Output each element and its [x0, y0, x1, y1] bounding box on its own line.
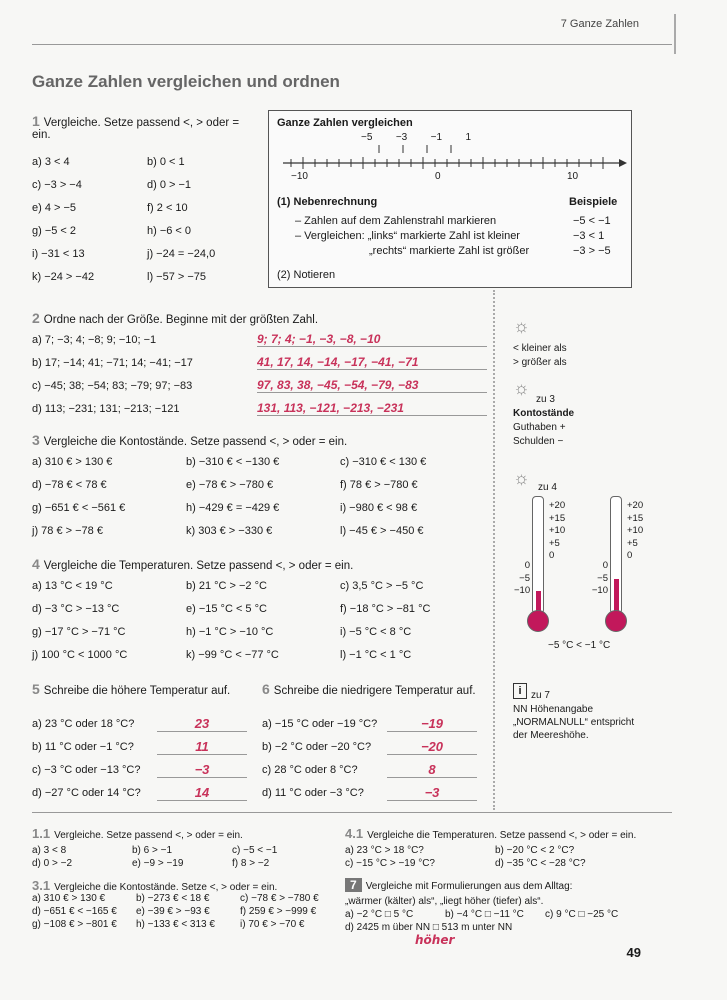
thermo-tick-label: −5 [597, 572, 608, 584]
page-title: Ganze Zahlen vergleichen und ordnen [32, 72, 340, 91]
thermo-tick-label: 0 [524, 560, 530, 571]
thermo-tick-label: 0 [549, 550, 555, 561]
task6-item [262, 785, 487, 805]
bullet3: „rechts“ markierte Zahl ist größer [369, 245, 530, 257]
thermo-right-neg-scale [590, 560, 608, 598]
thermo-tick-label: 0 [602, 560, 608, 571]
axis-label-zero: 0 [435, 171, 441, 182]
task5-item [32, 762, 257, 782]
b31-item: f) 259 € > −999 € [240, 906, 317, 917]
step2: (2) Notieren [277, 269, 336, 281]
b41-item: a) 23 °C > 18 °C? [345, 845, 424, 856]
task3-heading: 3 Vergleiche die Kontostände. Setze passend <, > oder = ein. [32, 432, 348, 448]
task6-item-label: d) 11 °C oder −3 °C? [262, 787, 364, 799]
task3-item: c) −310 € < 130 € [340, 456, 427, 468]
task5-item-label: b) 11 °C oder −1 °C? [32, 741, 134, 753]
b7-d: d) 2425 m über NN □ 513 m unter NN [345, 922, 513, 933]
thermo-caption: −5 °C < −1 °C [548, 640, 611, 651]
b11-item: d) 0 > −2 [32, 858, 73, 869]
thermo-tick-label: +15 [627, 512, 644, 524]
header-rule [32, 44, 672, 45]
task6-heading: 6 Schreibe die niedrigere Temperatur auf. [262, 681, 476, 697]
b11-item: c) −5 < −1 [232, 845, 278, 856]
b41-item: d) −35 °C < −28 °C? [495, 858, 586, 869]
column-separator [493, 290, 495, 810]
bottom-rule [32, 812, 672, 813]
task3-item: g) −651 € < −561 € [32, 502, 126, 514]
task4-item: f) −18 °C > −81 °C [340, 603, 431, 615]
zu4-label: zu 4 [538, 482, 557, 493]
b7-item: b) −4 °C □ −11 °C [445, 909, 524, 920]
task5-item-label: c) −3 °C oder −13 °C? [32, 764, 141, 776]
thermo-right-pos-scale [627, 500, 643, 563]
b11-heading: 1.1 Vergleiche. Setze passend <, > oder = ein. [32, 826, 243, 841]
konto-label: Kontostände [513, 408, 575, 419]
task1-item: b) 0 < 1 [147, 156, 185, 168]
guthaben-label: Guthaben + [513, 422, 566, 433]
task5-item [32, 739, 257, 759]
task6-item [262, 762, 487, 782]
axis-label-left: −10 [291, 171, 308, 182]
b31-item: i) 70 € > −70 € [240, 919, 305, 930]
task2-label: d) 113; −231; 131; −213; −121 [32, 403, 180, 415]
gt-def: > größer als [513, 357, 567, 368]
task2-heading: 2 Ordne nach der Größe. Beginne mit der größten Zahl. [32, 310, 319, 326]
step1: (1) Nebenrechnung [277, 196, 378, 208]
task5-item-answer: 23 [157, 716, 247, 732]
task5-heading: 5 Schreibe die höhere Temperatur auf. [32, 681, 231, 697]
task2-answer: 97, 83, 38, −45, −54, −79, −83 [257, 378, 487, 393]
hint-icon: ☼ [513, 316, 530, 336]
b31-item: g) −108 € > −801 € [32, 919, 117, 930]
task1-item: f) 2 < 10 [147, 202, 188, 214]
task1-item: d) 0 > −1 [147, 179, 192, 191]
task4-item: d) −3 °C > −13 °C [32, 603, 120, 615]
task3-item: l) −45 € > −450 € [340, 525, 424, 537]
task2-row [32, 332, 487, 352]
task1-item: h) −6 < 0 [147, 225, 192, 237]
nn-line1: NN Höhenangabe [513, 704, 594, 715]
binding-edge [674, 14, 676, 54]
top-tick-labels: −5 −3 −1 1 [361, 132, 471, 143]
task2-row [32, 401, 487, 421]
b7-line2: „wärmer (kälter) als“, „liegt höher (tiefer) als“. [345, 896, 544, 907]
task5-item-answer: 11 [157, 739, 247, 755]
task3-item: d) −78 € < 78 € [32, 479, 107, 491]
page-number: 49 [626, 945, 641, 960]
thermometer-right [610, 496, 622, 614]
b11-item: f) 8 > −2 [232, 858, 270, 869]
example-3: −3 > −5 [573, 245, 611, 257]
task3-item: a) 310 € > 130 € [32, 456, 113, 468]
thermo-left-bulb [527, 610, 549, 632]
task5-item-answer: −3 [157, 762, 247, 778]
task3-item: b) −310 € < −130 € [186, 456, 280, 468]
task1-item: g) −5 < 2 [32, 225, 77, 237]
thermo-right-bulb [605, 610, 627, 632]
info-icon: i [513, 683, 527, 699]
hint-icon: ☼ [513, 378, 530, 398]
task1-item: e) 4 > −5 [32, 202, 77, 214]
b11-item: e) −9 > −19 [132, 858, 184, 869]
task5-item-answer: 14 [157, 785, 247, 801]
thermo-tick-label: +20 [549, 500, 566, 511]
thermometer-left [532, 496, 544, 614]
b31-item: e) −39 € > −93 € [136, 906, 210, 917]
task2-answer: 131, 113, −121, −213, −231 [257, 401, 487, 416]
examples-title: Beispiele [569, 196, 618, 208]
thermo-tick-label: +10 [627, 525, 644, 536]
task2-answer: 9; 7; 4; −1, −3, −8, −10 [257, 332, 487, 347]
task6-item-answer: −20 [387, 739, 477, 755]
thermo-tick-label: +20 [627, 500, 644, 511]
task4-item: c) 3,5 °C > −5 °C [340, 580, 424, 592]
task4-item: a) 13 °C < 19 °C [32, 580, 113, 592]
task3-item: i) −980 € < 98 € [340, 502, 418, 514]
thermo-left-neg-scale [514, 560, 530, 598]
b31-heading: 3.1 Vergleiche die Kontostände. Setze <, > oder = ein. [32, 878, 278, 893]
thermo-tick-label: 0 [627, 550, 633, 561]
thermo-tick-label: +15 [549, 512, 566, 524]
b31-item: d) −651 € < −165 € [32, 906, 117, 917]
task3-item: f) 78 € > −780 € [340, 479, 418, 491]
task6-item-label: b) −2 °C oder −20 °C? [262, 741, 372, 753]
example-1: −5 < −1 [573, 215, 611, 227]
thermo-tick-label: −10 [591, 585, 608, 596]
task6-item [262, 716, 487, 736]
task1-item: c) −3 > −4 [32, 179, 82, 191]
b7-heading: 7 Vergleiche mit Formulierungen aus dem Alltag: [345, 878, 572, 892]
task2-row [32, 355, 487, 375]
b31-item: h) −133 € < 313 € [136, 919, 215, 930]
task5-item [32, 716, 257, 736]
b31-item: b) −273 € < 18 € [136, 893, 210, 904]
task5-item [32, 785, 257, 805]
info-box-title: Ganze Zahlen vergleichen [277, 117, 413, 129]
task1-item: i) −31 < 13 [32, 248, 85, 260]
task3-item: e) −78 € > −780 € [186, 479, 274, 491]
hint-icon: ☼ [513, 468, 530, 488]
task1-heading: 1 Vergleiche. Setze passend <, > oder = ein. [32, 113, 240, 141]
schulden-label: Schulden − [513, 436, 564, 447]
zu7-label: zu 7 [531, 690, 550, 701]
task3-item: k) 303 € > −330 € [186, 525, 273, 537]
task5-item-label: d) −27 °C oder 14 °C? [32, 787, 141, 799]
axis-label-right: 10 [567, 171, 579, 182]
task2-label: a) 7; −3; 4; −8; 9; −10; −1 [32, 334, 157, 346]
task5-item-label: a) 23 °C oder 18 °C? [32, 718, 135, 730]
task1-item: j) −24 = −24,0 [147, 248, 216, 260]
b31-item: a) 310 € > 130 € [32, 893, 106, 904]
thermo-tick-label: +5 [627, 537, 638, 549]
task3-item: j) 78 € > −78 € [32, 525, 103, 537]
b11-item: b) 6 > −1 [132, 845, 173, 856]
b11-item: a) 3 < 8 [32, 845, 67, 856]
task4-item: g) −17 °C > −71 °C [32, 626, 126, 638]
thermo-tick-label: −5 [519, 572, 530, 584]
task1-item: l) −57 > −75 [147, 271, 207, 283]
b41-heading: 4.1 Vergleiche die Temperaturen. Setze passend <, > oder = ein. [345, 826, 637, 841]
task6-item [262, 739, 487, 759]
task4-item: b) 21 °C > −2 °C [186, 580, 267, 592]
task1-item: a) 3 < 4 [32, 156, 70, 168]
nn-line3: der Meereshöhe. [513, 730, 589, 741]
task4-item: h) −1 °C > −10 °C [186, 626, 274, 638]
task4-heading: 4 Vergleiche die Temperaturen. Setze passend <, > oder = ein. [32, 556, 354, 572]
task1-item: k) −24 > −42 [32, 271, 95, 283]
thermo-tick-label: −10 [514, 585, 531, 596]
b7-handwritten: höher [415, 933, 455, 947]
task4-item: i) −5 °C < 8 °C [340, 626, 412, 638]
task6-item-label: c) 28 °C oder 8 °C? [262, 764, 358, 776]
b7-item: a) −2 °C □ 5 °C [345, 909, 414, 920]
task4-item: e) −15 °C < 5 °C [186, 603, 267, 615]
task6-item-label: a) −15 °C oder −19 °C? [262, 718, 378, 730]
b41-item: b) −20 °C < 2 °C? [495, 845, 575, 856]
task4-item: k) −99 °C < −77 °C [186, 649, 279, 661]
task2-row [32, 378, 487, 398]
example-2: −3 < 1 [573, 230, 605, 242]
info-box [268, 110, 632, 288]
lt-def: < kleiner als [513, 343, 567, 354]
zu3-label: zu 3 [536, 394, 555, 405]
task2-label: c) −45; 38; −54; 83; −79; 97; −83 [32, 380, 193, 392]
task2-label: b) 17; −14; 41; −71; 14; −41; −17 [32, 357, 193, 369]
thermo-tick-label: +10 [549, 525, 566, 536]
task2-answer: 41, 17, 14, −14, −17, −41, −71 [257, 355, 487, 370]
task6-item-answer: −19 [387, 716, 477, 732]
task4-item: l) −1 °C < 1 °C [340, 649, 412, 661]
bullet1: – Zahlen auf dem Zahlenstrahl markieren [295, 215, 497, 227]
task6-item-answer: −3 [387, 785, 477, 801]
chapter-header: 7 Ganze Zahlen [560, 18, 639, 30]
b41-item: c) −15 °C > −19 °C? [345, 858, 435, 869]
thermo-right-fill [614, 579, 619, 613]
task6-item-answer: 8 [387, 762, 477, 778]
task3-item: h) −429 € = −429 € [186, 502, 280, 514]
b31-item: c) −78 € > −780 € [240, 893, 319, 904]
task4-item: j) 100 °C < 1000 °C [32, 649, 128, 661]
bullet2: – Vergleichen: „links“ markierte Zahl ist kleiner [295, 230, 520, 242]
b7-item: c) 9 °C □ −25 °C [545, 909, 619, 920]
thermo-tick-label: +5 [549, 537, 560, 549]
nn-line2: „NORMALNULL“ entspricht [513, 717, 635, 728]
thermo-left-pos-scale [549, 500, 565, 563]
